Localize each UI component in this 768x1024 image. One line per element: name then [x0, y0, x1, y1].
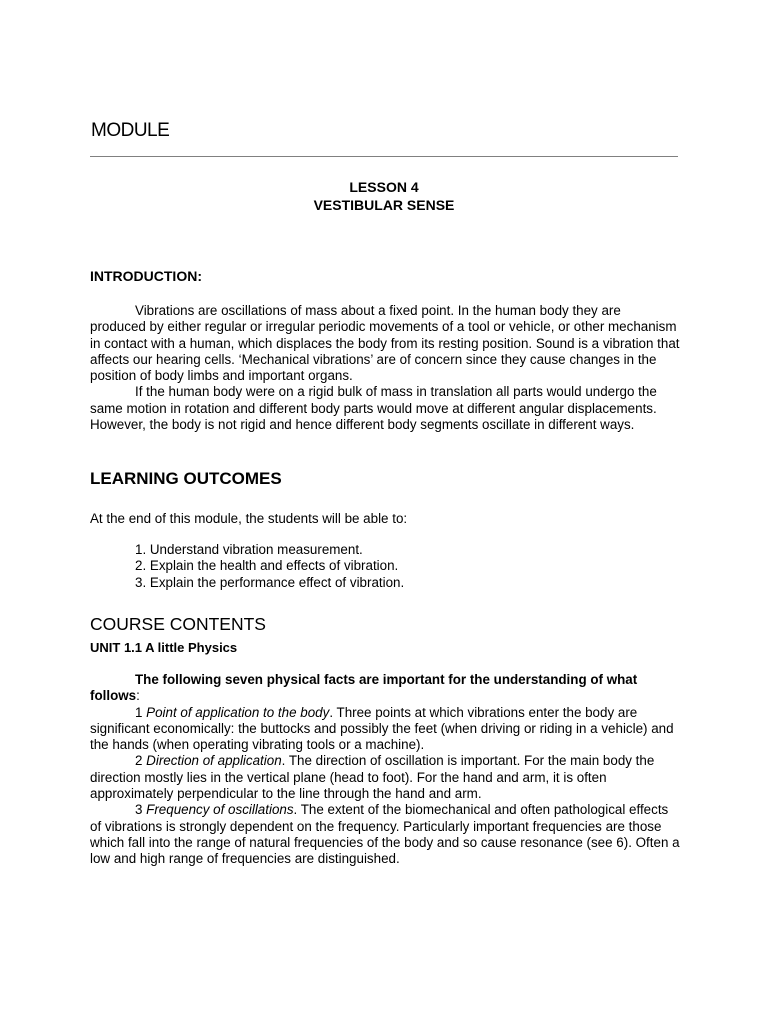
course-contents-body [90, 672, 680, 868]
list-item: 2. Explain the health and effects of vibration. [135, 558, 399, 574]
fact-item [90, 705, 680, 754]
facts-lead-text: The following seven physical facts are important for the understanding of what follows [90, 672, 638, 704]
lesson-title: VESTIBULAR SENSE [313, 197, 455, 213]
facts-lead-colon: : [136, 688, 140, 704]
header-divider [90, 156, 678, 157]
introduction-body [90, 303, 680, 433]
list-item: 3. Explain the performance effect of vibration. [135, 574, 405, 590]
fact-number: 3 [135, 802, 147, 818]
fact-text: . The extent of the biomechanical and often pathological effects of vibrations is strongly dependent on the frequency. Particularly important frequencies are those which fall into the range of natural frequencies of the body and so cause resonance (see 6). Often a low and high range of frequencies are distinguished. [90, 802, 680, 867]
learning-outcomes-heading: LEARNING OUTCOMES [90, 469, 282, 488]
lesson-number: LESSON 4 [349, 179, 419, 195]
facts-lead [90, 672, 680, 705]
fact-term: Frequency of oscillations [146, 802, 294, 818]
fact-number: 2 [135, 753, 147, 769]
list-item: 1. Understand vibration measurement. [135, 542, 363, 557]
introduction-paragraph-1: Vibrations are oscillations of mass about a fixed point. In the human body they are produced by either regular or irregular periodic movements of a tool or vehicle, or other mechanism in contact with a human, which displaces the body from its resting position. Sound is a vibration that affects our hearing cells. ‘Mechanical vibrations’ are of concern since they cause changes in the position of body limbs and important organs. [90, 303, 680, 384]
introduction-heading: INTRODUCTION: [90, 268, 202, 284]
fact-number: 1 [135, 704, 147, 720]
fact-item [90, 802, 680, 867]
unit-heading: UNIT 1.1 A little Physics [90, 640, 238, 655]
module-header: MODULE [91, 120, 170, 141]
fact-term: Point of application to the body [146, 704, 330, 720]
introduction-paragraph-2: If the human body were on a rigid bulk of mass in translation all parts would undergo the same motion in rotation and different body parts would move at different angular displacements. However, the body is not rigid and hence different body segments oscillate in different ways. [90, 384, 657, 433]
fact-item [90, 753, 680, 802]
fact-text: . Three points at which vibrations enter the body are significant economically: the buttocks and possibly the feet (when driving or riding in a vehicle) and the hands (when operating vibrating tools or a machine). [90, 704, 674, 753]
course-contents-heading: COURSE CONTENTS [90, 614, 266, 634]
fact-text: . The direction of oscillation is important. For the main body the direction mostly lies in the vertical plane (head to foot). For the hand and arm, it is often approximately perpendicular to the line through the hand and arm. [90, 753, 655, 802]
learning-outcomes-list [90, 542, 680, 591]
fact-term: Direction of application [146, 753, 282, 769]
learning-outcomes-intro: At the end of this module, the students will be able to: [90, 511, 408, 526]
